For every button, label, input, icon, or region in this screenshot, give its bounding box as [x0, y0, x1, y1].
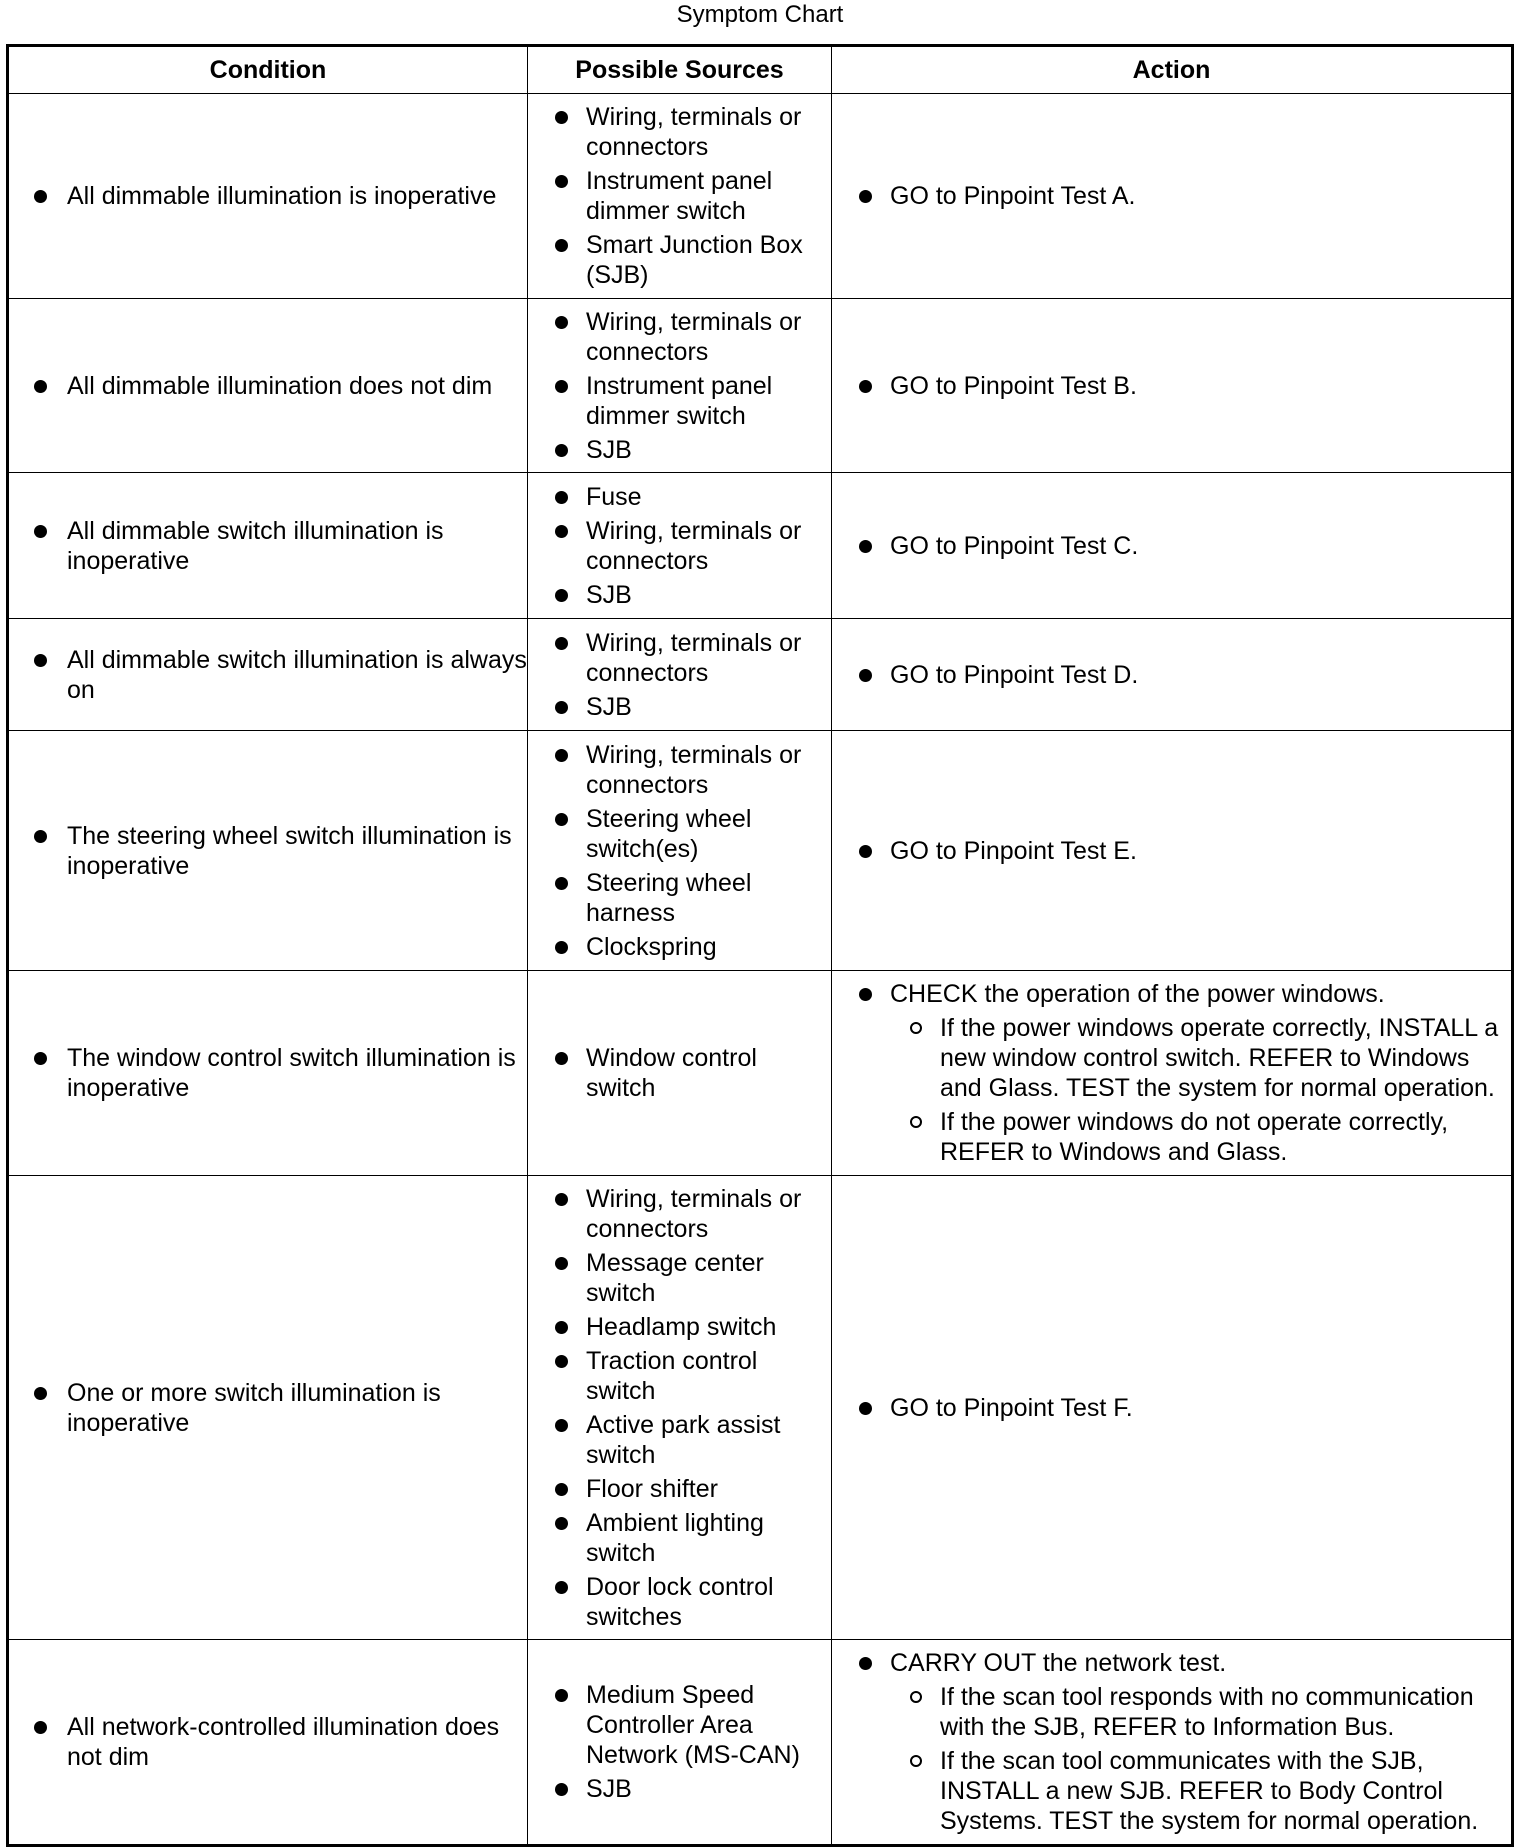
possible-sources-cell: [528, 971, 832, 1176]
table-row: [8, 1640, 1513, 1846]
source-item: Steering wheel switch(es): [528, 804, 831, 864]
header-condition: Condition: [8, 46, 528, 94]
source-item: Smart Junction Box (SJB): [528, 230, 831, 290]
subaction-list: [890, 1013, 1505, 1167]
action-cell: [832, 619, 1513, 731]
table-row: [8, 971, 1513, 1176]
header-row: [8, 46, 1513, 94]
source-item: Door lock control switches: [528, 1572, 831, 1632]
action-cell: [832, 1640, 1513, 1846]
action-text: GO to Pinpoint Test D.: [890, 660, 1139, 689]
condition-text: All dimmable illumination is inoperative: [9, 181, 527, 211]
possible-sources-cell: [528, 1176, 832, 1640]
condition-text: All dimmable switch illumination is inoperative: [9, 516, 527, 576]
condition-text: All network-controlled illumination does not dim: [9, 1712, 527, 1772]
action-text: GO to Pinpoint Test C.: [890, 531, 1139, 560]
source-item: SJB: [528, 435, 831, 465]
subaction-item: If the scan tool communicates with the SJB, INSTALL a new SJB. REFER to Body Control Systems. TEST the system for normal operation.: [832, 1746, 1505, 1836]
possible-sources-cell: [528, 473, 832, 619]
condition-cell: [8, 473, 528, 619]
source-item: Headlamp switch: [528, 1312, 831, 1342]
action-item: [832, 1393, 1505, 1423]
subaction-list: [890, 1682, 1505, 1836]
possible-sources-cell: [528, 94, 832, 299]
condition-cell: [8, 94, 528, 299]
symptom-chart-table: [6, 44, 1514, 1847]
source-item: Active park assist switch: [528, 1410, 831, 1470]
table-row: [8, 1176, 1513, 1640]
condition-text: The window control switch illumination is inoperative: [9, 1043, 527, 1103]
source-item: Wiring, terminals or connectors: [528, 307, 831, 367]
source-item: SJB: [528, 580, 831, 610]
table-body: [8, 94, 1513, 1846]
condition-text: All dimmable switch illumination is always on: [9, 645, 527, 705]
header-possible-sources: Possible Sources: [528, 46, 832, 94]
source-item: Window control switch: [528, 1043, 831, 1103]
action-cell: [832, 971, 1513, 1176]
action-item: [832, 660, 1505, 690]
chart-title: Symptom Chart: [676, 1, 844, 28]
header-action: Action: [832, 46, 1513, 94]
condition-cell: [8, 619, 528, 731]
possible-sources-cell: [528, 731, 832, 971]
action-cell: [832, 1176, 1513, 1640]
condition-text: All dimmable illumination does not dim: [9, 371, 527, 401]
action-cell: [832, 94, 1513, 299]
action-cell: [832, 299, 1513, 473]
condition-cell: [8, 299, 528, 473]
action-text: GO to Pinpoint Test F.: [890, 1393, 1133, 1422]
condition-text: The steering wheel switch illumination is inoperative: [9, 821, 527, 881]
subaction-item: If the scan tool responds with no communication with the SJB, REFER to Information Bus.: [832, 1682, 1505, 1742]
source-item: Floor shifter: [528, 1474, 831, 1504]
table-row: [8, 619, 1513, 731]
action-item: [832, 371, 1505, 401]
condition-cell: [8, 971, 528, 1176]
subaction-item: If the power windows do not operate correctly, REFER to Windows and Glass.: [832, 1107, 1505, 1167]
action-text: GO to Pinpoint Test E.: [890, 836, 1137, 865]
table-row: [8, 473, 1513, 619]
condition-cell: [8, 1176, 528, 1640]
action-text: CHECK the operation of the power windows.: [890, 980, 1385, 1008]
source-item: Message center switch: [528, 1248, 831, 1308]
subaction-item: If the power windows operate correctly, INSTALL a new window control switch. REFER to Windows and Glass. TEST the system for normal operation.: [832, 1013, 1505, 1103]
source-item: Wiring, terminals or connectors: [528, 628, 831, 688]
possible-sources-cell: [528, 1640, 832, 1846]
condition-cell: [8, 731, 528, 971]
action-text: CARRY OUT the network test.: [890, 1649, 1227, 1677]
source-item: Clockspring: [528, 932, 831, 962]
condition-text: One or more switch illumination is inoperative: [9, 1378, 527, 1438]
source-item: Wiring, terminals or connectors: [528, 516, 831, 576]
source-item: Wiring, terminals or connectors: [528, 740, 831, 800]
possible-sources-cell: [528, 299, 832, 473]
source-item: Wiring, terminals or connectors: [528, 102, 831, 162]
table-row: [8, 299, 1513, 473]
source-item: SJB: [528, 692, 831, 722]
source-item: SJB: [528, 1774, 831, 1804]
action-item: [832, 836, 1505, 866]
source-item: Medium Speed Controller Area Network (MS-CAN): [528, 1680, 831, 1770]
condition-cell: [8, 1640, 528, 1846]
source-item: Steering wheel harness: [528, 868, 831, 928]
action-item: [832, 1648, 1505, 1836]
action-text: GO to Pinpoint Test B.: [890, 371, 1137, 400]
action-text: GO to Pinpoint Test A.: [890, 182, 1136, 210]
source-item: Instrument panel dimmer switch: [528, 371, 831, 431]
source-item: Fuse: [528, 482, 831, 512]
source-item: Ambient lighting switch: [528, 1508, 831, 1568]
action-cell: [832, 731, 1513, 971]
action-item: [832, 531, 1505, 561]
source-item: Traction control switch: [528, 1346, 831, 1406]
action-cell: [832, 473, 1513, 619]
possible-sources-cell: [528, 619, 832, 731]
table-row: [8, 731, 1513, 971]
source-item: Instrument panel dimmer switch: [528, 166, 831, 226]
table-row: [8, 94, 1513, 299]
action-item: [832, 181, 1505, 211]
source-item: Wiring, terminals or connectors: [528, 1184, 831, 1244]
action-item: [832, 979, 1505, 1167]
